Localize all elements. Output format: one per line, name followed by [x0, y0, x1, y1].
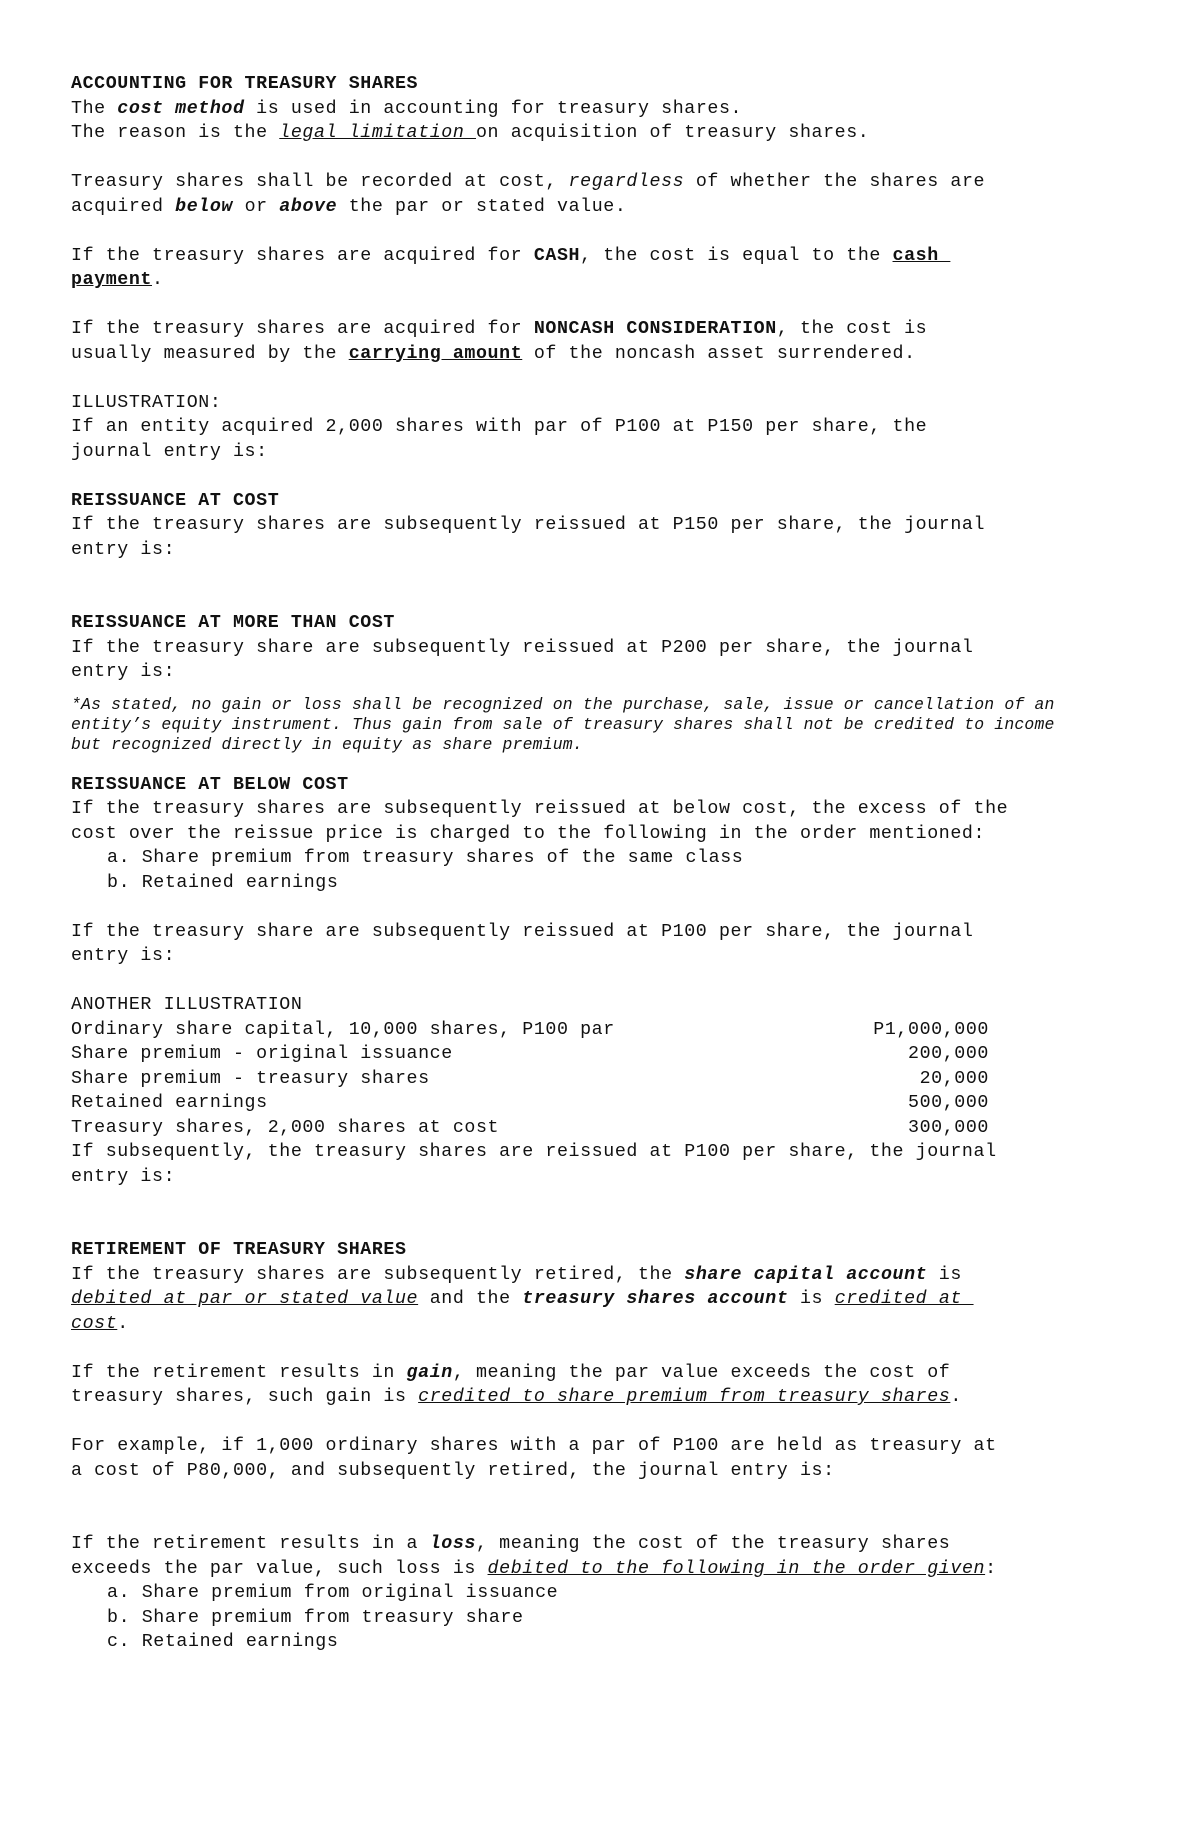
paragraph-line — [71, 1385, 1141, 1410]
text-run: acquired — [71, 196, 176, 217]
paragraph-line: entry is: — [71, 539, 176, 560]
paragraph-line: entry is: — [71, 662, 176, 682]
emphasis-cost-method: cost method — [117, 98, 245, 119]
emphasis-cash-payment: payment — [71, 270, 152, 290]
table-cell-label: Treasury shares, 2,000 shares at cost — [71, 1117, 500, 1138]
paragraph-line — [71, 1312, 1141, 1337]
heading-reissuance-at-cost: REISSUANCE AT COST — [71, 490, 280, 511]
table-row — [71, 1091, 1141, 1116]
text-run: . — [117, 1313, 129, 1334]
text-run: . — [152, 270, 164, 290]
text-run: or — [233, 196, 280, 217]
text-run: usually measured by the — [71, 343, 349, 364]
table-cell-label: Share premium - original issuance — [71, 1044, 453, 1064]
emphasis-credited-at-cost: credited at — [834, 1289, 974, 1309]
heading-reissuance-at-below-cost: REISSUANCE AT BELOW COST — [71, 774, 349, 795]
paragraph-line — [71, 97, 1141, 122]
paragraph-line — [71, 1263, 1141, 1288]
paragraph-line — [71, 317, 1141, 342]
heading-reissuance-at-more-than-cost: REISSUANCE AT MORE THAN COST — [71, 613, 395, 633]
emphasis-cash: CASH — [533, 245, 581, 266]
paragraph-line — [71, 195, 1141, 220]
text-run: The — [71, 98, 118, 119]
text-run: , meaning the par value exceeds the cost of — [452, 1362, 951, 1383]
emphasis-above: above — [279, 196, 338, 217]
text-run: on acquisition of treasury shares. — [475, 123, 870, 143]
text-run: If the treasury shares are acquired for — [71, 319, 534, 339]
paragraph-line — [71, 170, 1141, 195]
heading-retirement-of-treasury-shares: RETIREMENT OF TREASURY SHARES — [71, 1240, 407, 1260]
emphasis-cash-payment: cash — [892, 245, 951, 266]
text-run: , the cost is equal to the — [580, 245, 893, 266]
text-run: is — [788, 1289, 835, 1309]
emphasis-noncash-consideration: NONCASH CONSIDERATION — [533, 319, 777, 339]
table-row — [71, 1067, 1141, 1092]
table-cell-label: Retained earnings — [71, 1093, 268, 1113]
emphasis-share-capital-account: share capital account — [684, 1264, 928, 1285]
paragraph-line: entry is: — [71, 946, 176, 966]
text-run: of whether the shares are — [684, 172, 986, 192]
paragraph-line — [71, 121, 1141, 146]
note-line: entity’s equity instrument. Thus gain from sale of treasury shares shall not be credited to income — [71, 714, 1055, 734]
text-run: If the retirement results in — [71, 1362, 407, 1383]
paragraph-line: If an entity acquired 2,000 shares with par of P100 at P150 per share, the — [71, 417, 928, 437]
list-item: a. Share premium from treasury shares of the same class — [107, 848, 744, 868]
note-line: but recognized directly in equity as share premium. — [71, 734, 583, 754]
text-run: is used in accounting for treasury shares. — [244, 98, 743, 119]
paragraph-line — [71, 244, 1141, 269]
emphasis-credited-at-cost: cost — [71, 1313, 118, 1334]
paragraph-line: a cost of P80,000, and subsequently retired, the journal entry is: — [71, 1460, 835, 1481]
paragraph-line: If the treasury shares are subsequently reissued at below cost, the excess of the — [71, 799, 1009, 819]
paragraph-line: If the treasury shares are subsequently reissued at P150 per share, the journal — [71, 515, 986, 535]
emphasis-loss: loss — [429, 1534, 476, 1554]
paragraph-line — [71, 1532, 1141, 1557]
paragraph-line: If subsequently, the treasury shares are reissued at P100 per share, the journal — [71, 1142, 997, 1162]
paragraph-line — [71, 1287, 1141, 1312]
text-run: , meaning the cost of the treasury shares — [475, 1534, 951, 1554]
emphasis-debited-at-par: debited at par or stated value — [71, 1289, 419, 1309]
paragraph-line: For example, if 1,000 ordinary shares with a par of P100 are held as treasury at — [71, 1436, 997, 1456]
table-cell-label: Share premium - treasury shares — [71, 1068, 430, 1089]
table-row — [71, 1042, 1141, 1067]
note-line: *As stated, no gain or loss shall be recognized on the purchase, sale, issue or cancellation of an — [71, 694, 1055, 714]
paragraph-line: cost over the reissue price is charged to the following in the order mentioned: — [71, 823, 986, 844]
paragraph-line: journal entry is: — [71, 441, 268, 462]
emphasis-treasury-shares-account: treasury shares account — [522, 1289, 789, 1309]
table-cell-value: 20,000 — [919, 1068, 989, 1089]
paragraph-line: entry is: — [71, 1166, 176, 1187]
emphasis-gain: gain — [406, 1362, 453, 1383]
heading-another-illustration: ANOTHER ILLUSTRATION — [71, 995, 303, 1015]
emphasis-below: below — [175, 196, 233, 217]
paragraph-line — [71, 1557, 1141, 1582]
list-item: b. Retained earnings — [107, 872, 339, 893]
emphasis-carrying-amount: carrying amount — [348, 343, 523, 364]
paragraph-line — [71, 342, 1141, 367]
text-run: of the noncash asset surrendered. — [522, 343, 916, 364]
table-cell-value: P1,000,000 — [873, 1019, 989, 1040]
table-row — [71, 1018, 1141, 1043]
emphasis-debited-to-following: debited to the following in the order given — [487, 1558, 986, 1579]
text-run: The reason is the — [71, 123, 280, 143]
text-run: the par or stated value. — [337, 196, 627, 217]
paragraph-line: If the treasury share are subsequently reissued at P200 per share, the journal — [71, 637, 974, 658]
list-item: b. Share premium from treasury share — [107, 1607, 524, 1628]
paragraph-line: If the treasury share are subsequently reissued at P100 per share, the journal — [71, 921, 974, 942]
text-run: , the cost is — [776, 319, 928, 339]
paragraph-line — [71, 268, 1141, 293]
list-item: c. Retained earnings — [107, 1632, 339, 1652]
label-illustration: ILLUSTRATION: — [71, 392, 222, 413]
table-cell-value: 500,000 — [908, 1093, 989, 1113]
text-run: If the treasury shares are subsequently retired, the — [71, 1264, 685, 1285]
paragraph-line — [71, 1361, 1141, 1386]
text-run: treasury shares, such gain is — [71, 1387, 419, 1407]
table-row — [71, 1116, 1141, 1141]
text-run: If the treasury shares are acquired for — [71, 245, 534, 266]
emphasis-regardless: regardless — [568, 172, 685, 192]
emphasis-credited-to-share-premium: credited to share premium from treasury shares — [418, 1387, 951, 1407]
table-cell-value: 200,000 — [908, 1044, 989, 1064]
text-run: is — [927, 1264, 962, 1285]
emphasis-legal-limitation: legal limitation — [279, 123, 476, 143]
table-cell-label: Ordinary share capital, 10,000 shares, P100 par — [71, 1019, 615, 1040]
list-item: a. Share premium from original issuance — [107, 1583, 559, 1603]
heading-accounting-for-treasury-shares: ACCOUNTING FOR TREASURY SHARES — [71, 74, 419, 94]
text-run: and the — [418, 1289, 523, 1309]
text-run: : — [985, 1558, 997, 1579]
text-run: . — [950, 1387, 962, 1407]
table-cell-value: 300,000 — [908, 1117, 989, 1138]
text-run: exceeds the par value, such loss is — [71, 1558, 488, 1579]
document-page — [71, 72, 1141, 1655]
text-run: If the retirement results in a — [71, 1534, 430, 1554]
text-run: Treasury shares shall be recorded at cost, — [71, 172, 569, 192]
